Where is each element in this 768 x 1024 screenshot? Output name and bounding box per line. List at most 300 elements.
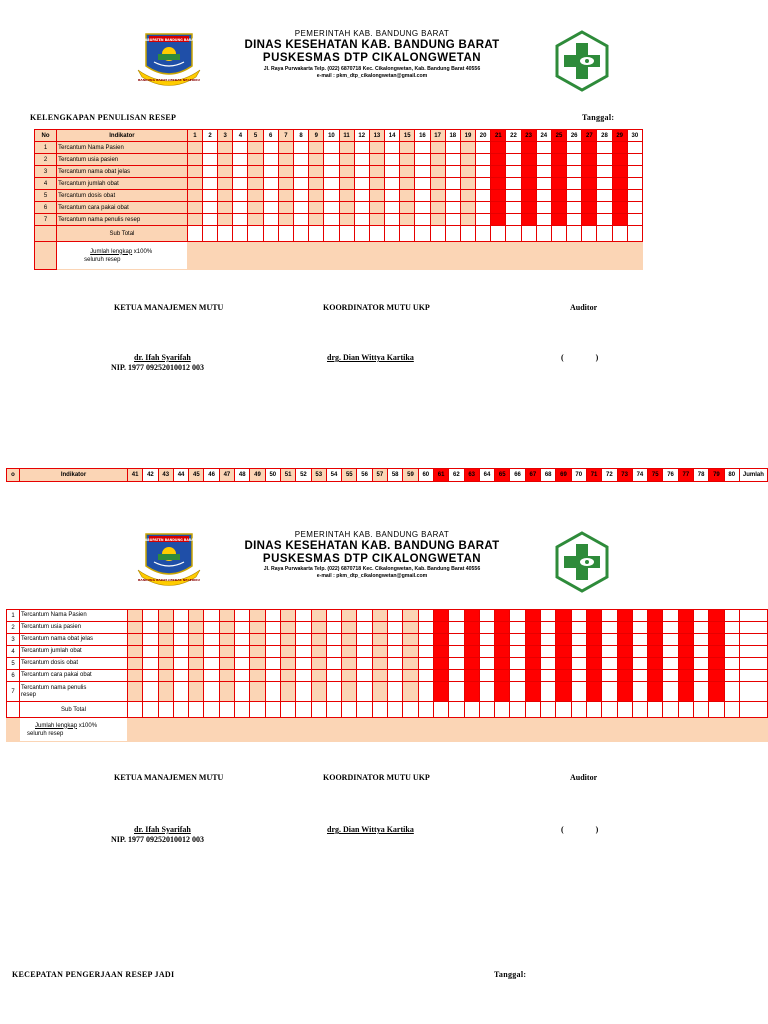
entry-cell[interactable] (415, 190, 430, 202)
entry-cell[interactable] (510, 658, 525, 670)
entry-cell[interactable] (400, 190, 415, 202)
entry-cell[interactable] (415, 214, 430, 226)
subtotal-cell[interactable] (709, 702, 724, 718)
entry-cell[interactable] (510, 622, 525, 634)
entry-cell[interactable] (602, 658, 617, 670)
entry-cell[interactable] (541, 634, 556, 646)
entry-cell[interactable] (219, 634, 234, 646)
entry-cell[interactable] (678, 634, 693, 646)
entry-cell[interactable] (128, 658, 143, 670)
entry-cell[interactable] (311, 658, 326, 670)
entry-cell[interactable] (627, 178, 642, 190)
subtotal-cell[interactable] (173, 702, 188, 718)
entry-cell[interactable] (293, 154, 308, 166)
entry-cell[interactable] (709, 670, 724, 682)
subtotal-cell[interactable] (541, 702, 556, 718)
entry-cell[interactable] (173, 622, 188, 634)
entry-cell[interactable] (143, 682, 158, 702)
entry-cell[interactable] (678, 682, 693, 702)
entry-cell[interactable] (342, 610, 357, 622)
entry-cell[interactable] (324, 190, 339, 202)
entry-cell[interactable] (445, 178, 460, 190)
entry-cell[interactable] (235, 682, 250, 702)
entry-cell[interactable] (476, 202, 491, 214)
subtotal-cell[interactable] (724, 702, 739, 718)
entry-cell[interactable] (233, 214, 248, 226)
entry-cell[interactable] (612, 166, 627, 178)
entry-cell[interactable] (280, 610, 295, 622)
entry-cell[interactable] (571, 670, 586, 682)
entry-cell[interactable] (632, 634, 647, 646)
entry-cell[interactable] (265, 682, 280, 702)
entry-cell[interactable] (617, 658, 632, 670)
entry-cell[interactable] (339, 142, 354, 154)
entry-cell[interactable] (173, 610, 188, 622)
entry-cell[interactable] (567, 202, 582, 214)
entry-cell[interactable] (342, 634, 357, 646)
subtotal-cell[interactable] (357, 702, 372, 718)
subtotal-cell[interactable] (551, 226, 566, 242)
entry-cell[interactable] (632, 682, 647, 702)
entry-cell[interactable] (464, 634, 479, 646)
subtotal-cell[interactable] (648, 702, 663, 718)
entry-cell[interactable] (248, 166, 263, 178)
entry-cell[interactable] (187, 178, 202, 190)
entry-cell[interactable] (597, 190, 612, 202)
entry-cell[interactable] (476, 178, 491, 190)
entry-cell[interactable] (648, 610, 663, 622)
entry-cell[interactable] (495, 646, 510, 658)
entry-cell[interactable] (280, 658, 295, 670)
subtotal-cell[interactable] (311, 702, 326, 718)
entry-cell[interactable] (460, 166, 475, 178)
entry-cell[interactable] (311, 634, 326, 646)
entry-cell[interactable] (586, 622, 601, 634)
entry-cell[interactable] (388, 634, 403, 646)
entry-cell[interactable] (278, 190, 293, 202)
entry-cell[interactable] (248, 190, 263, 202)
entry-cell[interactable] (385, 214, 400, 226)
entry-cell[interactable] (648, 622, 663, 634)
row-total-cell[interactable] (739, 646, 767, 658)
entry-cell[interactable] (235, 610, 250, 622)
entry-cell[interactable] (357, 646, 372, 658)
subtotal-cell[interactable] (128, 702, 143, 718)
entry-cell[interactable] (263, 166, 278, 178)
entry-cell[interactable] (173, 634, 188, 646)
entry-cell[interactable] (663, 670, 678, 682)
entry-cell[interactable] (627, 202, 642, 214)
entry-cell[interactable] (369, 154, 384, 166)
entry-cell[interactable] (403, 658, 418, 670)
entry-cell[interactable] (415, 142, 430, 154)
entry-cell[interactable] (521, 154, 536, 166)
entry-cell[interactable] (278, 154, 293, 166)
row-total-cell[interactable] (739, 610, 767, 622)
entry-cell[interactable] (354, 166, 369, 178)
entry-cell[interactable] (128, 634, 143, 646)
entry-cell[interactable] (278, 166, 293, 178)
entry-cell[interactable] (400, 142, 415, 154)
subtotal-cell[interactable] (235, 702, 250, 718)
entry-cell[interactable] (403, 610, 418, 622)
subtotal-cell[interactable] (293, 226, 308, 242)
subtotal-cell[interactable] (536, 226, 551, 242)
entry-cell[interactable] (388, 670, 403, 682)
entry-cell[interactable] (388, 610, 403, 622)
entry-cell[interactable] (449, 646, 464, 658)
entry-cell[interactable] (218, 154, 233, 166)
entry-cell[interactable] (724, 622, 739, 634)
subtotal-cell[interactable] (342, 702, 357, 718)
subtotal-cell[interactable] (430, 226, 445, 242)
entry-cell[interactable] (678, 622, 693, 634)
entry-cell[interactable] (648, 646, 663, 658)
entry-cell[interactable] (158, 622, 173, 634)
entry-cell[interactable] (202, 154, 217, 166)
entry-cell[interactable] (460, 202, 475, 214)
entry-cell[interactable] (693, 658, 708, 670)
entry-cell[interactable] (189, 646, 204, 658)
entry-cell[interactable] (369, 190, 384, 202)
subtotal-cell[interactable] (510, 702, 525, 718)
entry-cell[interactable] (311, 646, 326, 658)
entry-cell[interactable] (724, 646, 739, 658)
entry-cell[interactable] (551, 166, 566, 178)
entry-cell[interactable] (551, 178, 566, 190)
row-total-cell[interactable] (739, 658, 767, 670)
entry-cell[interactable] (296, 634, 311, 646)
entry-cell[interactable] (293, 202, 308, 214)
entry-cell[interactable] (280, 634, 295, 646)
entry-cell[interactable] (617, 610, 632, 622)
entry-cell[interactable] (250, 622, 265, 634)
entry-cell[interactable] (541, 658, 556, 670)
entry-cell[interactable] (479, 682, 494, 702)
entry-cell[interactable] (632, 622, 647, 634)
entry-cell[interactable] (510, 646, 525, 658)
entry-cell[interactable] (582, 202, 597, 214)
entry-cell[interactable] (521, 202, 536, 214)
entry-cell[interactable] (597, 166, 612, 178)
subtotal-cell[interactable] (602, 702, 617, 718)
entry-cell[interactable] (187, 166, 202, 178)
subtotal-cell[interactable] (476, 226, 491, 242)
entry-cell[interactable] (204, 682, 219, 702)
entry-cell[interactable] (385, 178, 400, 190)
entry-cell[interactable] (187, 142, 202, 154)
entry-cell[interactable] (309, 166, 324, 178)
entry-cell[interactable] (415, 178, 430, 190)
entry-cell[interactable] (265, 610, 280, 622)
entry-cell[interactable] (339, 166, 354, 178)
entry-cell[interactable] (296, 646, 311, 658)
entry-cell[interactable] (418, 634, 433, 646)
entry-cell[interactable] (128, 670, 143, 682)
entry-cell[interactable] (612, 190, 627, 202)
entry-cell[interactable] (293, 190, 308, 202)
subtotal-cell[interactable] (187, 226, 202, 242)
entry-cell[interactable] (372, 634, 387, 646)
subtotal-cell[interactable] (385, 226, 400, 242)
entry-cell[interactable] (342, 646, 357, 658)
entry-cell[interactable] (521, 166, 536, 178)
entry-cell[interactable] (571, 622, 586, 634)
entry-cell[interactable] (449, 658, 464, 670)
entry-cell[interactable] (326, 646, 341, 658)
entry-cell[interactable] (354, 178, 369, 190)
entry-cell[interactable] (235, 622, 250, 634)
entry-cell[interactable] (265, 670, 280, 682)
entry-cell[interactable] (476, 142, 491, 154)
row-total-cell[interactable] (739, 622, 767, 634)
subtotal-cell[interactable] (571, 702, 586, 718)
subtotal-cell[interactable] (445, 226, 460, 242)
entry-cell[interactable] (219, 610, 234, 622)
entry-cell[interactable] (491, 142, 506, 154)
entry-cell[interactable] (385, 142, 400, 154)
entry-cell[interactable] (339, 190, 354, 202)
entry-cell[interactable] (369, 142, 384, 154)
entry-cell[interactable] (491, 202, 506, 214)
entry-cell[interactable] (678, 670, 693, 682)
entry-cell[interactable] (278, 178, 293, 190)
entry-cell[interactable] (143, 634, 158, 646)
subtotal-cell[interactable] (693, 702, 708, 718)
entry-cell[interactable] (433, 682, 448, 702)
entry-cell[interactable] (430, 142, 445, 154)
entry-cell[interactable] (403, 682, 418, 702)
entry-cell[interactable] (627, 166, 642, 178)
entry-cell[interactable] (235, 670, 250, 682)
entry-cell[interactable] (248, 214, 263, 226)
entry-cell[interactable] (326, 658, 341, 670)
entry-cell[interactable] (248, 154, 263, 166)
entry-cell[interactable] (597, 214, 612, 226)
subtotal-cell[interactable] (586, 702, 601, 718)
subtotal-cell[interactable] (218, 226, 233, 242)
entry-cell[interactable] (202, 178, 217, 190)
entry-cell[interactable] (265, 634, 280, 646)
entry-cell[interactable] (233, 202, 248, 214)
subtotal-cell[interactable] (567, 226, 582, 242)
entry-cell[interactable] (187, 202, 202, 214)
entry-cell[interactable] (204, 658, 219, 670)
subtotal-cell[interactable] (739, 702, 767, 718)
entry-cell[interactable] (354, 154, 369, 166)
entry-cell[interactable] (143, 610, 158, 622)
entry-cell[interactable] (173, 658, 188, 670)
entry-cell[interactable] (612, 178, 627, 190)
entry-cell[interactable] (476, 214, 491, 226)
entry-cell[interactable] (233, 166, 248, 178)
entry-cell[interactable] (551, 142, 566, 154)
entry-cell[interactable] (250, 658, 265, 670)
entry-cell[interactable] (263, 202, 278, 214)
entry-cell[interactable] (218, 178, 233, 190)
subtotal-cell[interactable] (309, 226, 324, 242)
entry-cell[interactable] (280, 622, 295, 634)
entry-cell[interactable] (311, 670, 326, 682)
entry-cell[interactable] (536, 154, 551, 166)
entry-cell[interactable] (354, 190, 369, 202)
entry-cell[interactable] (612, 202, 627, 214)
entry-cell[interactable] (709, 634, 724, 646)
entry-cell[interactable] (354, 202, 369, 214)
entry-cell[interactable] (235, 646, 250, 658)
entry-cell[interactable] (506, 190, 521, 202)
entry-cell[interactable] (445, 166, 460, 178)
row-total-cell[interactable] (739, 634, 767, 646)
entry-cell[interactable] (233, 178, 248, 190)
entry-cell[interactable] (627, 214, 642, 226)
entry-cell[interactable] (510, 682, 525, 702)
entry-cell[interactable] (479, 658, 494, 670)
entry-cell[interactable] (460, 214, 475, 226)
entry-cell[interactable] (582, 214, 597, 226)
entry-cell[interactable] (430, 214, 445, 226)
entry-cell[interactable] (551, 154, 566, 166)
entry-cell[interactable] (265, 622, 280, 634)
entry-cell[interactable] (571, 646, 586, 658)
entry-cell[interactable] (586, 658, 601, 670)
entry-cell[interactable] (218, 166, 233, 178)
entry-cell[interactable] (143, 658, 158, 670)
entry-cell[interactable] (648, 658, 663, 670)
entry-cell[interactable] (479, 610, 494, 622)
entry-cell[interactable] (491, 166, 506, 178)
entry-cell[interactable] (202, 166, 217, 178)
entry-cell[interactable] (464, 646, 479, 658)
entry-cell[interactable] (460, 154, 475, 166)
entry-cell[interactable] (204, 646, 219, 658)
entry-cell[interactable] (510, 670, 525, 682)
entry-cell[interactable] (521, 142, 536, 154)
entry-cell[interactable] (342, 682, 357, 702)
entry-cell[interactable] (187, 214, 202, 226)
entry-cell[interactable] (143, 646, 158, 658)
entry-cell[interactable] (521, 214, 536, 226)
entry-cell[interactable] (400, 202, 415, 214)
entry-cell[interactable] (491, 214, 506, 226)
entry-cell[interactable] (525, 646, 540, 658)
subtotal-cell[interactable] (597, 226, 612, 242)
subtotal-cell[interactable] (278, 226, 293, 242)
entry-cell[interactable] (233, 190, 248, 202)
entry-cell[interactable] (464, 622, 479, 634)
entry-cell[interactable] (551, 214, 566, 226)
entry-cell[interactable] (263, 154, 278, 166)
entry-cell[interactable] (280, 682, 295, 702)
entry-cell[interactable] (218, 190, 233, 202)
entry-cell[interactable] (339, 214, 354, 226)
entry-cell[interactable] (586, 634, 601, 646)
subtotal-cell[interactable] (403, 702, 418, 718)
entry-cell[interactable] (357, 682, 372, 702)
subtotal-cell[interactable] (339, 226, 354, 242)
entry-cell[interactable] (296, 610, 311, 622)
entry-cell[interactable] (143, 670, 158, 682)
entry-cell[interactable] (582, 190, 597, 202)
entry-cell[interactable] (724, 610, 739, 622)
entry-cell[interactable] (418, 622, 433, 634)
entry-cell[interactable] (433, 610, 448, 622)
entry-cell[interactable] (445, 190, 460, 202)
entry-cell[interactable] (296, 622, 311, 634)
subtotal-cell[interactable] (612, 226, 627, 242)
entry-cell[interactable] (567, 154, 582, 166)
entry-cell[interactable] (632, 610, 647, 622)
entry-cell[interactable] (632, 658, 647, 670)
entry-cell[interactable] (479, 646, 494, 658)
entry-cell[interactable] (385, 202, 400, 214)
entry-cell[interactable] (296, 658, 311, 670)
entry-cell[interactable] (556, 622, 571, 634)
entry-cell[interactable] (449, 610, 464, 622)
subtotal-cell[interactable] (449, 702, 464, 718)
entry-cell[interactable] (263, 142, 278, 154)
entry-cell[interactable] (617, 634, 632, 646)
entry-cell[interactable] (278, 202, 293, 214)
entry-cell[interactable] (556, 682, 571, 702)
entry-cell[interactable] (357, 670, 372, 682)
entry-cell[interactable] (525, 682, 540, 702)
subtotal-cell[interactable] (582, 226, 597, 242)
entry-cell[interactable] (311, 622, 326, 634)
entry-cell[interactable] (248, 202, 263, 214)
entry-cell[interactable] (430, 190, 445, 202)
entry-cell[interactable] (250, 670, 265, 682)
entry-cell[interactable] (385, 190, 400, 202)
entry-cell[interactable] (525, 610, 540, 622)
entry-cell[interactable] (476, 166, 491, 178)
entry-cell[interactable] (263, 190, 278, 202)
entry-cell[interactable] (433, 634, 448, 646)
entry-cell[interactable] (326, 610, 341, 622)
entry-cell[interactable] (551, 190, 566, 202)
entry-cell[interactable] (204, 622, 219, 634)
entry-cell[interactable] (541, 610, 556, 622)
entry-cell[interactable] (280, 646, 295, 658)
entry-cell[interactable] (693, 634, 708, 646)
entry-cell[interactable] (354, 142, 369, 154)
subtotal-cell[interactable] (400, 226, 415, 242)
entry-cell[interactable] (309, 154, 324, 166)
entry-cell[interactable] (403, 622, 418, 634)
entry-cell[interactable] (663, 610, 678, 622)
entry-cell[interactable] (293, 166, 308, 178)
entry-cell[interactable] (324, 202, 339, 214)
entry-cell[interactable] (173, 670, 188, 682)
entry-cell[interactable] (388, 622, 403, 634)
entry-cell[interactable] (556, 610, 571, 622)
entry-cell[interactable] (586, 670, 601, 682)
entry-cell[interactable] (326, 682, 341, 702)
entry-cell[interactable] (202, 190, 217, 202)
entry-cell[interactable] (663, 682, 678, 702)
entry-cell[interactable] (476, 190, 491, 202)
entry-cell[interactable] (617, 646, 632, 658)
subtotal-cell[interactable] (495, 702, 510, 718)
entry-cell[interactable] (128, 682, 143, 702)
entry-cell[interactable] (602, 670, 617, 682)
entry-cell[interactable] (506, 142, 521, 154)
entry-cell[interactable] (491, 190, 506, 202)
entry-cell[interactable] (418, 670, 433, 682)
entry-cell[interactable] (189, 670, 204, 682)
entry-cell[interactable] (430, 154, 445, 166)
entry-cell[interactable] (311, 610, 326, 622)
